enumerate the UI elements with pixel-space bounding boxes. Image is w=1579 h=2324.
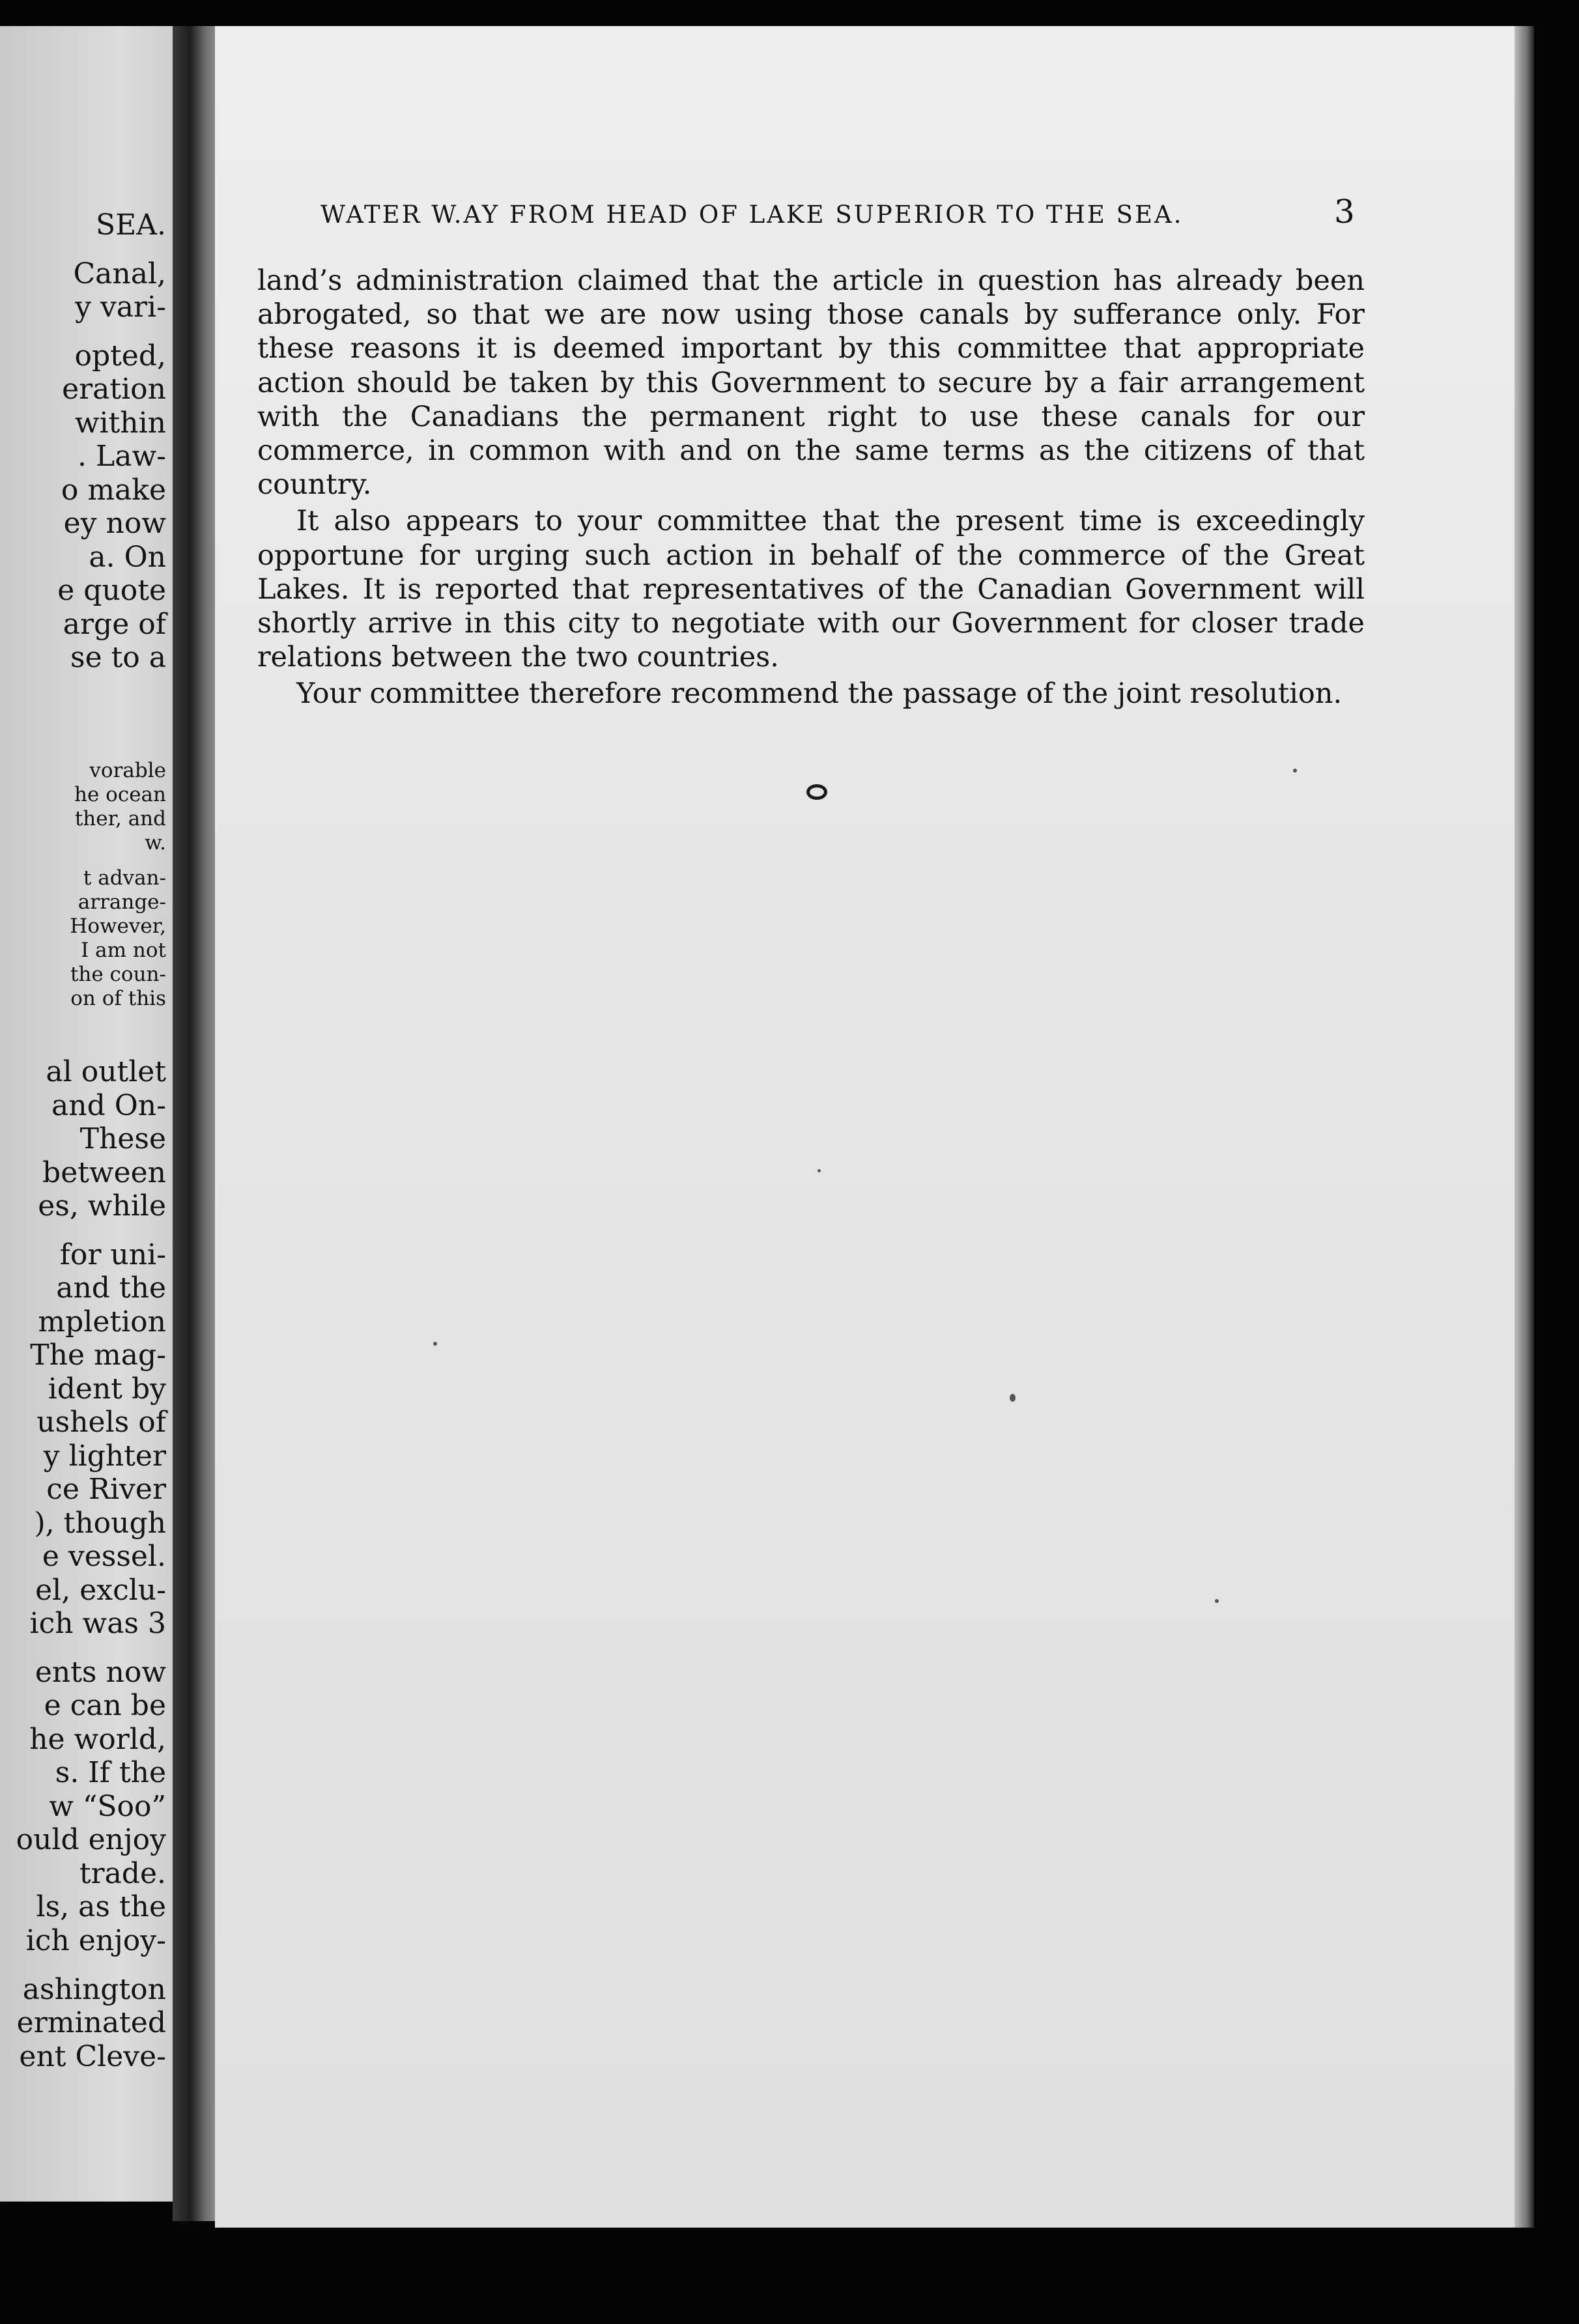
previous-page-line: trade. [79, 1856, 166, 1890]
previous-page-line: arrange- [78, 890, 166, 914]
previous-page-line: y lighter [43, 1439, 166, 1473]
page-number: 3 [1334, 193, 1355, 231]
scan-speck [1215, 1599, 1219, 1603]
previous-page-line: vorable [89, 759, 166, 782]
previous-page-line: ls, as the [36, 1890, 166, 1924]
previous-page-line: ther, and [74, 807, 166, 830]
previous-page-line: t advan- [83, 866, 166, 890]
previous-page-line: for uni- [59, 1238, 166, 1271]
previous-page-line: arge of [63, 607, 166, 641]
previous-page-line: el, exclu- [35, 1573, 166, 1607]
previous-page-line: e can be [44, 1689, 166, 1723]
previous-page-line: he ocean [74, 783, 166, 806]
previous-page-line: ushels of [36, 1406, 166, 1439]
scan-speck [818, 1169, 821, 1172]
running-head: WATER W.AY FROM HEAD OF LAKE SUPERIOR TO THE SEA. [320, 201, 1184, 229]
previous-page-line: es, while [38, 1189, 166, 1223]
previous-page-line: ), though [34, 1506, 166, 1540]
previous-page-line: opted, [74, 339, 166, 373]
previous-page-line: . Law- [78, 440, 166, 474]
previous-page-line: ce River [46, 1473, 166, 1507]
previous-page-line: However, [70, 914, 166, 938]
previous-page-line: y vari- [75, 290, 166, 324]
end-of-text-mark [806, 784, 827, 800]
previous-page-line: ey now [63, 507, 166, 541]
previous-page-line: mpletion [38, 1305, 166, 1339]
previous-page-line: ashington [22, 1972, 166, 2006]
previous-page-line: and On- [51, 1088, 166, 1122]
previous-page-line: within [74, 406, 166, 440]
previous-page-line: Canal, [73, 257, 166, 290]
previous-page-line: the coun- [70, 962, 166, 986]
previous-page-line: o make [61, 473, 166, 507]
previous-page-line: w “Soo” [49, 1789, 166, 1823]
previous-page-line: between [42, 1155, 166, 1189]
body-text [257, 264, 1365, 714]
previous-page-line: These [79, 1122, 166, 1155]
previous-page-line: ich enjoy- [25, 1923, 166, 1957]
previous-page-line: he world, [29, 1722, 166, 1756]
previous-page-line: al outlet [46, 1055, 166, 1088]
previous-page-line: The mag- [30, 1339, 166, 1372]
previous-page-line: ould enjoy [16, 1823, 166, 1857]
previous-page-line: a. On [89, 540, 166, 574]
previous-page-line: ident by [48, 1372, 166, 1406]
previous-page-line: ents now [35, 1655, 166, 1689]
previous-page-line: ent Cleve- [19, 2039, 166, 2073]
previous-page-line: e quote [57, 574, 166, 608]
previous-page-line: ich was 3 [29, 1607, 166, 1641]
previous-page-line: SEA. [95, 208, 166, 242]
paragraph: Your committee therefore recommend the passage of the joint resolution. [296, 677, 1343, 711]
scan-speck [433, 1342, 437, 1346]
paragraph: land’s administration claimed that the article in question has already been abrogated, so that we are now using those canals by sufferance only. For these reasons it is deemed important by this committee that appropriate action should be taken by this Government to secure by a fair arrangement with the Canadians the permanent right to use these canals for our commerce, in common with and on the same terms as the citizens of that country. [257, 264, 1365, 502]
previous-page-line: eration [62, 373, 166, 406]
previous-page-line: s. If the [55, 1756, 166, 1790]
previous-page-fragment [0, 26, 173, 2202]
scan-speck [1293, 769, 1297, 772]
previous-page-line: erminated [16, 2006, 166, 2040]
paragraph: It also appears to your committee that the present time is exceedingly opportune for urging such action in behalf of the commerce of the Great Lakes. It is reported that representatives of the Canadian Government will shortly arrive in this city to negotiate with our Government for closer trade relations between the two countries. [257, 505, 1365, 674]
previous-page-line: w. [145, 831, 166, 855]
previous-page-line: I am not [81, 938, 166, 962]
previous-page-line: on of this [70, 986, 166, 1010]
previous-page-line: e vessel. [42, 1540, 166, 1574]
page-edge [1515, 26, 1534, 2228]
scan-speck [1010, 1394, 1016, 1402]
previous-page-line: and the [56, 1271, 166, 1305]
previous-page-line: se to a [70, 641, 166, 675]
